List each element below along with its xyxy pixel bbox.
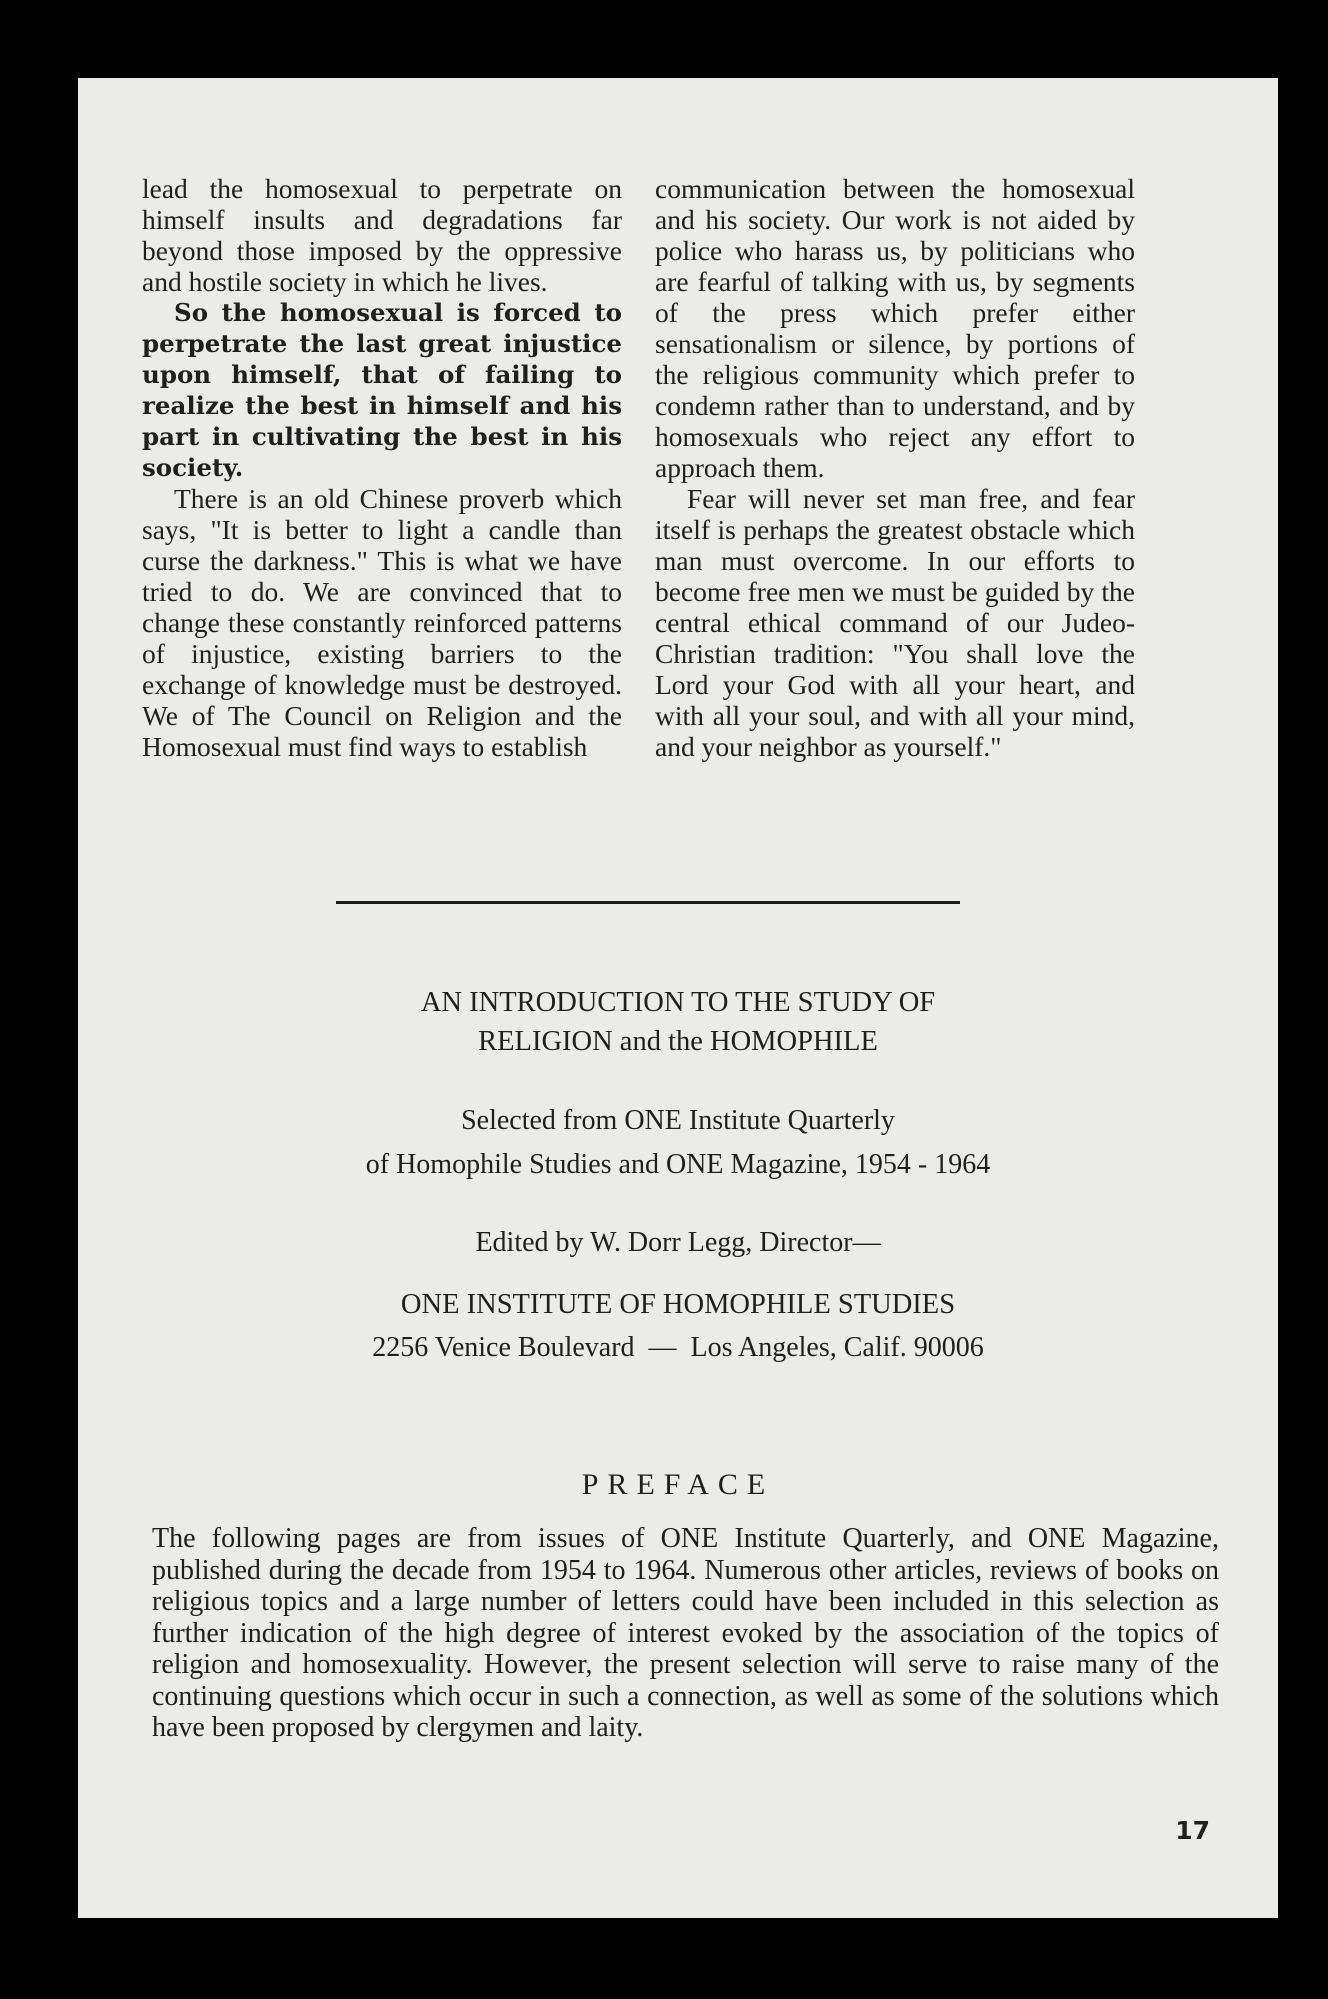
preface-title: PREFACE <box>581 1468 775 1501</box>
preface-body: The following pages are from issues of ONE Institute Quarterly, and ONE Magazine, published during the decade from 1954 to 1964. Numerous other articles, reviews of books on religious topics and a large number of letters could have been included in this selection as further indication of the high degree of interest evoked by the association of the topics of religion and homosexuality. However, the present selection will serve to raise many of the continuing questions which occur in such a connection, as well as some of the solutions which have been proposed by clergymen and laity. <box>152 1523 1219 1743</box>
selected-line-2: of Homophile Studies and ONE Magazine, 1954 - 1964 <box>365 1149 991 1180</box>
institute-name: ONE INSTITUTE OF HOMOPHILE STUDIES <box>400 1289 956 1320</box>
selected-line-1: Selected from ONE Institute Quarterly <box>461 1105 895 1136</box>
right-column <box>655 173 1135 762</box>
page-number: 17 <box>1175 1816 1210 1845</box>
horizontal-rule <box>336 901 960 904</box>
title-line-1: AN INTRODUCTION TO THE STUDY OF <box>420 987 936 1018</box>
left-paragraph-1: lead the homosexual to perpetrate on himself insults and degradations far beyond those imposed by the oppressive and hostile society in which he lives. <box>142 173 622 297</box>
right-paragraph-1: communication between the homosexual and his society. Our work is not aided by police who harass us, by politicians who are fearful of talking with us, by segments of the press which prefer either sensationalism or silence, by portions of the religious community which prefer to condemn rather than to understand, and by homosexuals who reject any effort to approach them. <box>655 173 1135 483</box>
left-paragraph-2: So the homosexual is forced to perpetrate the last great injustice upon himself, that of failing to realize the best in himself and his part in cultivating the best in his society. <box>142 298 622 482</box>
institute-address: 2256 Venice Boulevard — Los Angeles, Calif. 90006 <box>372 1332 984 1363</box>
page <box>78 78 1278 1918</box>
editor-line: Edited by W. Dorr Legg, Director— <box>475 1227 881 1258</box>
right-paragraph-2: Fear will never set man free, and fear itself is perhaps the greatest obstacle which man must overcome. In our efforts to become free men we must be guided by the central ethical command of our Judeo-Christian tradition: "You shall love the Lord your God with all your heart, and with all your soul, and with all your mind, and your neighbor as yourself." <box>655 483 1135 762</box>
title-line-2: RELIGION and the HOMOPHILE <box>478 1026 878 1057</box>
left-column <box>142 173 622 762</box>
left-paragraph-3: There is an old Chinese proverb which says, "It is better to light a candle than curse the darkness." This is what we have tried to do. We are convinced that to change these constantly reinforced patterns of injustice, existing barriers to the exchange of knowledge must be destroyed. We of The Council on Religion and the Homosexual must find ways to establish <box>142 483 622 762</box>
